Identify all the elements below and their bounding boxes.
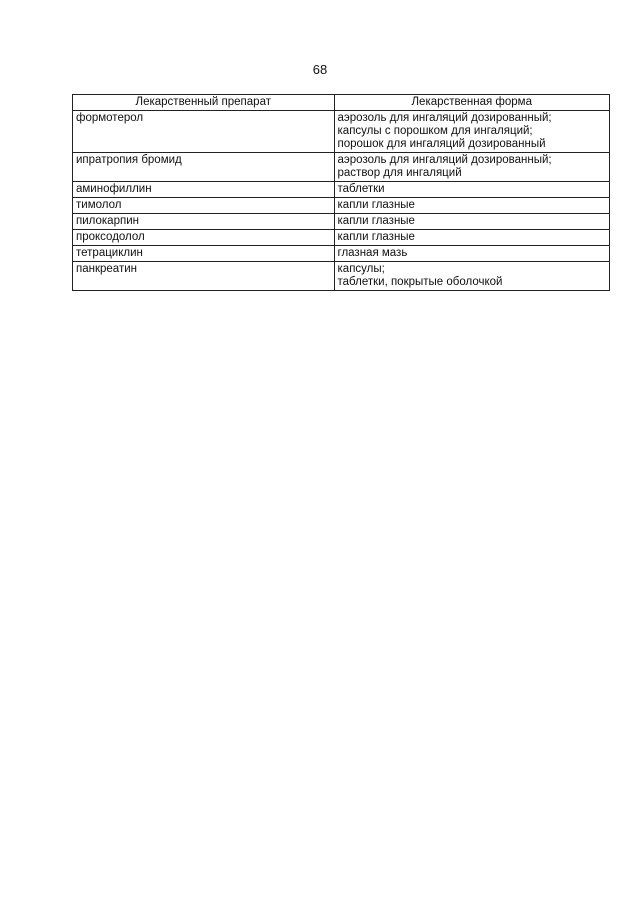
drug-form-line: аэрозоль для ингаляций дозированный; bbox=[337, 154, 552, 166]
drug-form-line: капли глазные bbox=[337, 231, 415, 243]
drug-form-line: аэрозоль для ингаляций дозированный; bbox=[337, 112, 552, 124]
table-row bbox=[73, 262, 610, 291]
table-row bbox=[73, 214, 610, 230]
drug-form-line: таблетки, покрытые оболочкой bbox=[337, 276, 503, 288]
column-header-form: Лекарственная форма bbox=[334, 95, 609, 111]
drug-form-line: капсулы; bbox=[337, 263, 385, 275]
drug-form-line: капли глазные bbox=[337, 199, 415, 211]
drug-name-cell: панкреатин bbox=[73, 262, 335, 291]
drug-name-cell: формотерол bbox=[73, 111, 335, 153]
drug-form-cell bbox=[334, 262, 609, 291]
table-header-row bbox=[73, 95, 610, 111]
drug-name-cell: проксодолол bbox=[73, 230, 335, 246]
drug-form-line: капли глазные bbox=[337, 215, 415, 227]
drug-name-cell: ипратропия бромид bbox=[73, 153, 335, 182]
drug-form-cell bbox=[334, 111, 609, 153]
drug-name-cell: пилокарпин bbox=[73, 214, 335, 230]
drug-form-line: порошок для ингаляций дозированный bbox=[337, 138, 546, 150]
table-row bbox=[73, 246, 610, 262]
drug-name-cell: тетрациклин bbox=[73, 246, 335, 262]
table-row bbox=[73, 182, 610, 198]
drug-form-cell bbox=[334, 182, 609, 198]
table-row bbox=[73, 111, 610, 153]
drug-form-cell bbox=[334, 246, 609, 262]
drug-form-cell bbox=[334, 198, 609, 214]
drug-form-cell bbox=[334, 230, 609, 246]
drug-form-line: глазная мазь bbox=[337, 247, 408, 259]
table-row bbox=[73, 198, 610, 214]
drug-table bbox=[72, 94, 610, 291]
page-number: 68 bbox=[312, 62, 328, 77]
drug-form-line: таблетки bbox=[337, 183, 385, 195]
drug-name-cell: аминофиллин bbox=[73, 182, 335, 198]
table-row bbox=[73, 230, 610, 246]
drug-form-cell bbox=[334, 214, 609, 230]
column-header-drug: Лекарственный препарат bbox=[73, 95, 335, 111]
drug-form-cell bbox=[334, 153, 609, 182]
drug-form-line: капсулы с порошком для ингаляций; bbox=[337, 125, 533, 137]
drug-name-cell: тимолол bbox=[73, 198, 335, 214]
table-row bbox=[73, 153, 610, 182]
drug-form-line: раствор для ингаляций bbox=[337, 167, 462, 179]
